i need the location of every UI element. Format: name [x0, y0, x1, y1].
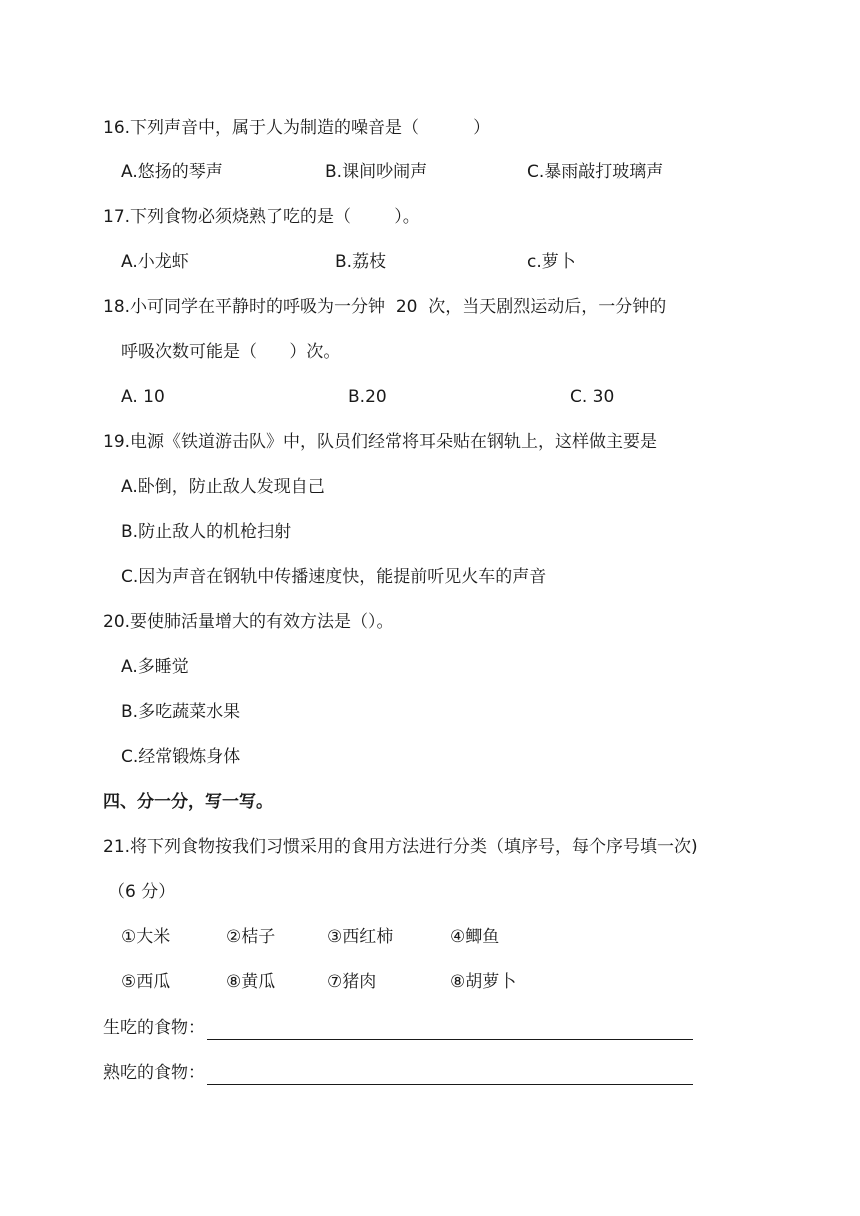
question-19-option-b: B.防止敌人的机枪扫射 [121, 522, 292, 542]
section-4-title: 四、分一分，写一写。 [103, 792, 273, 812]
question-16-option-a: A.悠扬的琴声 [121, 162, 223, 182]
food-item-5: ⑤西瓜 [121, 972, 171, 992]
cooked-food-answer-row [103, 1061, 693, 1085]
food-item-1: ①大米 [121, 927, 171, 947]
question-19-option-c: C.因为声音在钢轨中传播速度快，能提前听见火车的声音 [121, 567, 547, 587]
question-18-stem-line1: 18.小可同学在平静时的呼吸为一分钟 20 次，当天剧烈运动后，一分钟的 [103, 297, 667, 317]
question-20-option-b: B.多吃蔬菜水果 [121, 702, 241, 722]
cooked-food-answer-blank[interactable] [207, 1066, 693, 1085]
question-18-option-c: C. 30 [570, 387, 615, 407]
question-17-option-c: c.萝卜 [527, 252, 576, 272]
question-18-option-a: A. 10 [121, 387, 165, 407]
food-item-6: ⑧黄瓜 [226, 972, 276, 992]
question-17-option-a: A.小龙虾 [121, 252, 189, 272]
question-20-option-c: C.经常锻炼身体 [121, 747, 241, 767]
cooked-food-label: 熟吃的食物： [103, 1063, 205, 1083]
raw-food-answer-row [103, 1016, 693, 1040]
food-item-4: ④鲫鱼 [450, 927, 500, 947]
question-20-stem: 20.要使肺活量增大的有效方法是（）。 [103, 612, 394, 632]
question-21-stem-line2: （6 分） [108, 882, 176, 902]
food-item-7: ⑦猪肉 [327, 972, 377, 992]
question-17-option-b: B.荔枝 [335, 252, 387, 272]
question-21-stem-line1: 21.将下列食物按我们习惯采用的食用方法进行分类（填序号，每个序号填一次) [103, 837, 698, 857]
food-item-8: ⑧胡萝卜 [450, 972, 517, 992]
raw-food-answer-blank[interactable] [207, 1021, 693, 1040]
raw-food-label: 生吃的食物： [103, 1018, 205, 1038]
food-item-2: ②桔子 [226, 927, 276, 947]
question-19-option-a: A.卧倒，防止敌人发现自己 [121, 477, 325, 497]
question-17-stem: 17.下列食物必须烧熟了吃的是（ ）。 [103, 207, 420, 227]
question-16-option-c: C.暴雨敲打玻璃声 [527, 162, 664, 182]
question-16-option-b: B.课间吵闹声 [325, 162, 428, 182]
question-16-stem: 16.下列声音中，属于人为制造的噪音是（ ） [103, 118, 491, 138]
question-18-option-b: B.20 [348, 387, 387, 407]
food-item-3: ③西红柿 [327, 927, 394, 947]
question-19-stem: 19.电源《铁道游击队》中，队员们经常将耳朵贴在钢轨上，这样做主要是 [103, 432, 658, 452]
question-18-stem-line2: 呼吸次数可能是（ ）次。 [121, 342, 341, 362]
question-20-option-a: A.多睡觉 [121, 657, 189, 677]
